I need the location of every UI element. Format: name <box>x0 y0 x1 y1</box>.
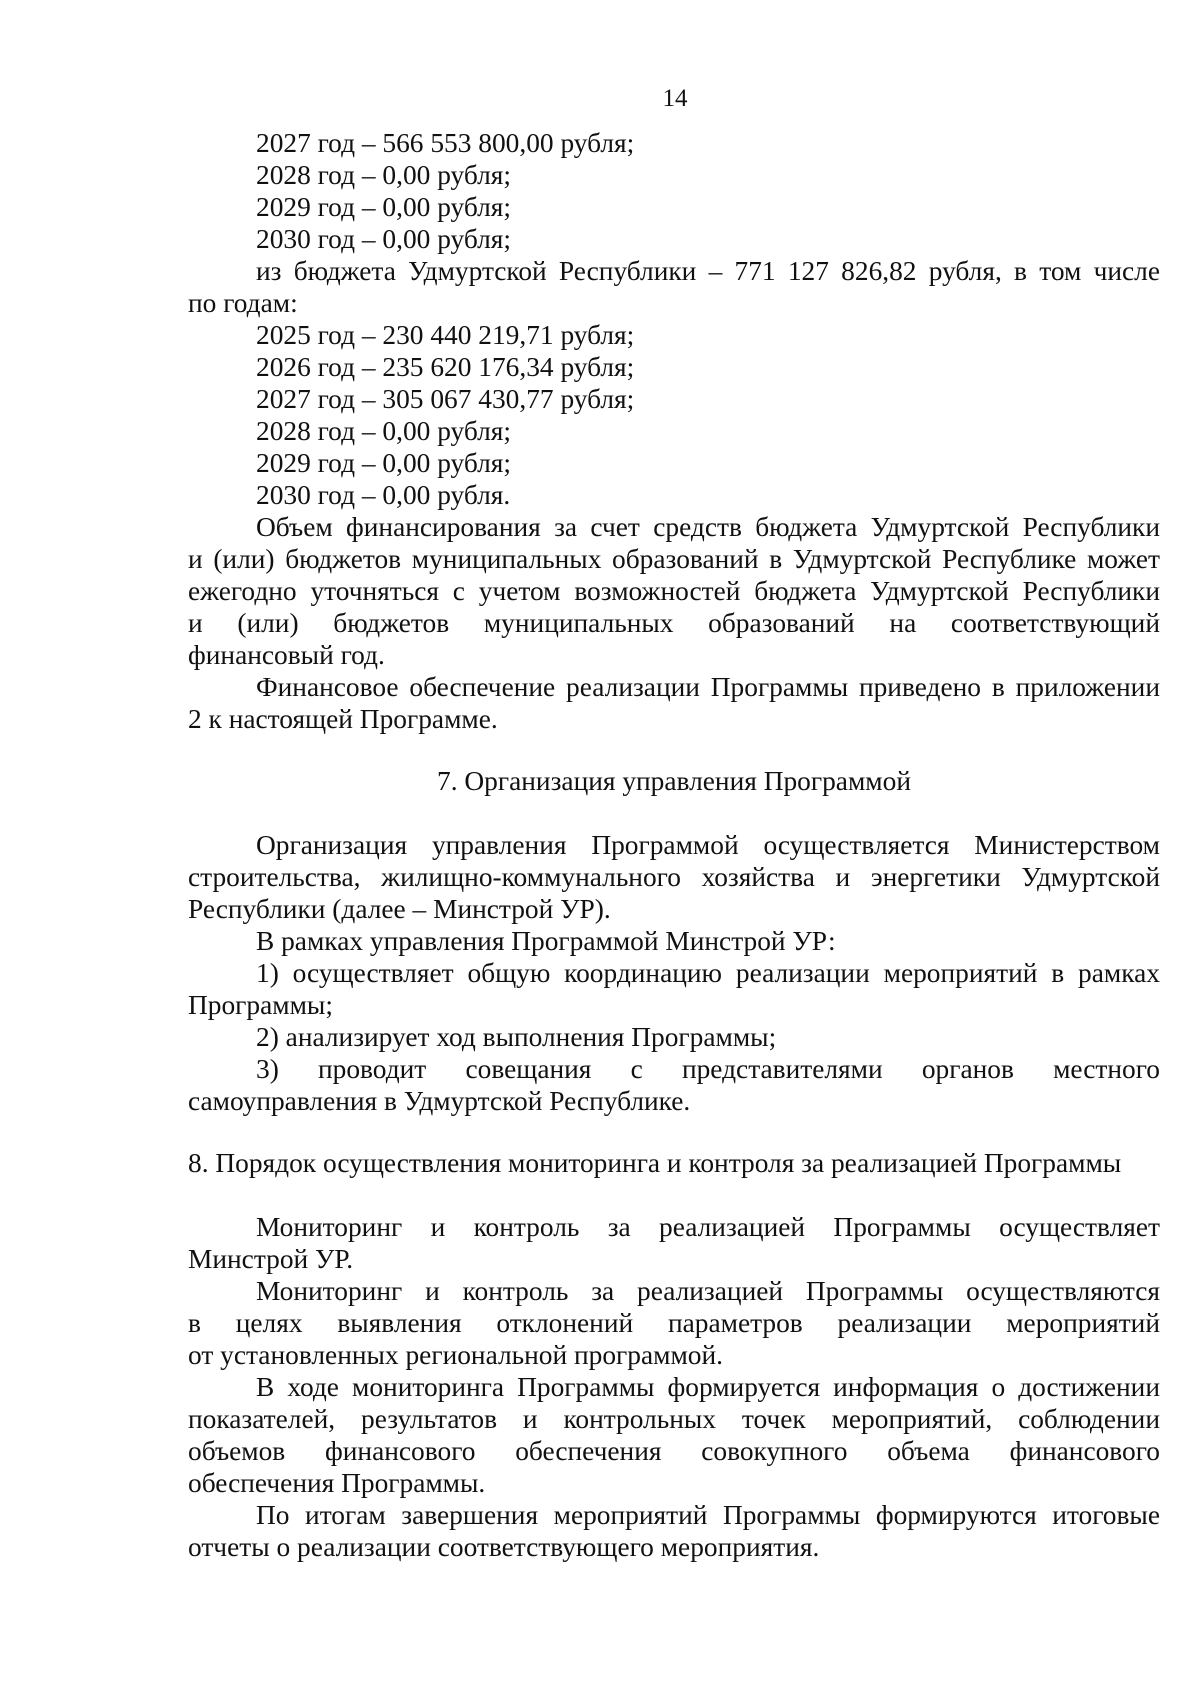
text-line: Финансовое обеспечение реализации Программы приведено в приложении <box>256 672 1160 702</box>
text-line: Организация управления Программой осуществляется Министерством <box>256 830 1160 860</box>
text-line: показателей, результатов и контрольных точек мероприятий, соблюдении <box>188 1404 1160 1434</box>
text-line: Мониторинг и контроль за реализацией Программы осуществляются <box>256 1276 1160 1306</box>
document-body <box>188 127 1160 1563</box>
spacer <box>188 797 1160 829</box>
text-line: В ходе мониторинга Программы формируется информация о достижении <box>256 1372 1160 1402</box>
text-line: 3) проводит совещания с представителями органов местного <box>256 1054 1160 1084</box>
text-line: и (или) бюджетов муниципальных образований на соответствующий <box>188 608 1160 638</box>
text-line: 2027 год – 566 553 800,00 рубля; <box>256 128 635 158</box>
text-line: 2 к настоящей Программе. <box>188 704 498 734</box>
text-line: строительства, жилищно-коммунального хозяйства и энергетики Удмуртской <box>188 862 1160 892</box>
section-7-heading: 7. Организация управления Программой <box>437 766 911 796</box>
section-8-heading: 8. Порядок осуществления мониторинга и контроля за реализацией Программы <box>188 1148 1122 1178</box>
text-line: 2029 год – 0,00 рубля; <box>256 448 511 478</box>
text-line: 2025 год – 230 440 219,71 рубля; <box>256 320 635 350</box>
page-number: 14 <box>662 85 688 112</box>
spacer <box>188 735 1160 765</box>
text-line: по годам: <box>188 288 298 318</box>
text-line: самоуправления в Удмуртской Республике. <box>188 1086 691 1116</box>
text-line: 2028 год – 0,00 рубля; <box>256 416 511 446</box>
spacer <box>188 1179 1160 1211</box>
text-line: По итогам завершения мероприятий Программы формируются итоговые <box>256 1500 1160 1530</box>
text-line: 1) осуществляет общую координацию реализации мероприятий в рамках <box>256 958 1160 988</box>
text-line: 2) анализирует ход выполнения Программы; <box>256 1022 777 1052</box>
text-line: объемов финансового обеспечения совокупного объема финансового <box>188 1436 1160 1466</box>
text-line: обеспечения Программы. <box>188 1468 486 1498</box>
text-line: 2030 год – 0,00 рубля. <box>256 480 511 510</box>
text-line: ежегодно уточняться с учетом возможностей бюджета Удмуртской Республики <box>188 576 1160 606</box>
text-line: Республики (далее – Минстрой УР). <box>188 894 611 924</box>
text-line: 2030 год – 0,00 рубля; <box>256 224 511 254</box>
text-line: В рамках управления Программой Минстрой УР: <box>256 926 836 956</box>
text-line: 2028 год – 0,00 рубля; <box>256 160 511 190</box>
text-line: и (или) бюджетов муниципальных образований в Удмуртской Республике может <box>188 544 1160 574</box>
text-line: 2029 год – 0,00 рубля; <box>256 192 511 222</box>
text-line: Объем финансирования за счет средств бюджета Удмуртской Республики <box>256 512 1160 542</box>
text-line: Мониторинг и контроль за реализацией Программы осуществляет <box>256 1212 1160 1242</box>
text-line: из бюджета Удмуртской Республики – 771 127 826,82 рубля, в том числе <box>256 256 1160 286</box>
text-line: Программы; <box>188 990 333 1020</box>
text-line: 2026 год – 235 620 176,34 рубля; <box>256 352 635 382</box>
text-line: отчеты о реализации соответствующего мероприятия. <box>188 1532 820 1562</box>
text-line: финансовый год. <box>188 640 385 670</box>
spacer <box>188 1117 1160 1147</box>
text-line: от установленных региональной программой. <box>188 1340 723 1370</box>
text-line: 2027 год – 305 067 430,77 рубля; <box>256 384 635 414</box>
text-line: в целях выявления отклонений параметров реализации мероприятий <box>188 1308 1160 1338</box>
text-line: Минстрой УР. <box>188 1244 354 1274</box>
